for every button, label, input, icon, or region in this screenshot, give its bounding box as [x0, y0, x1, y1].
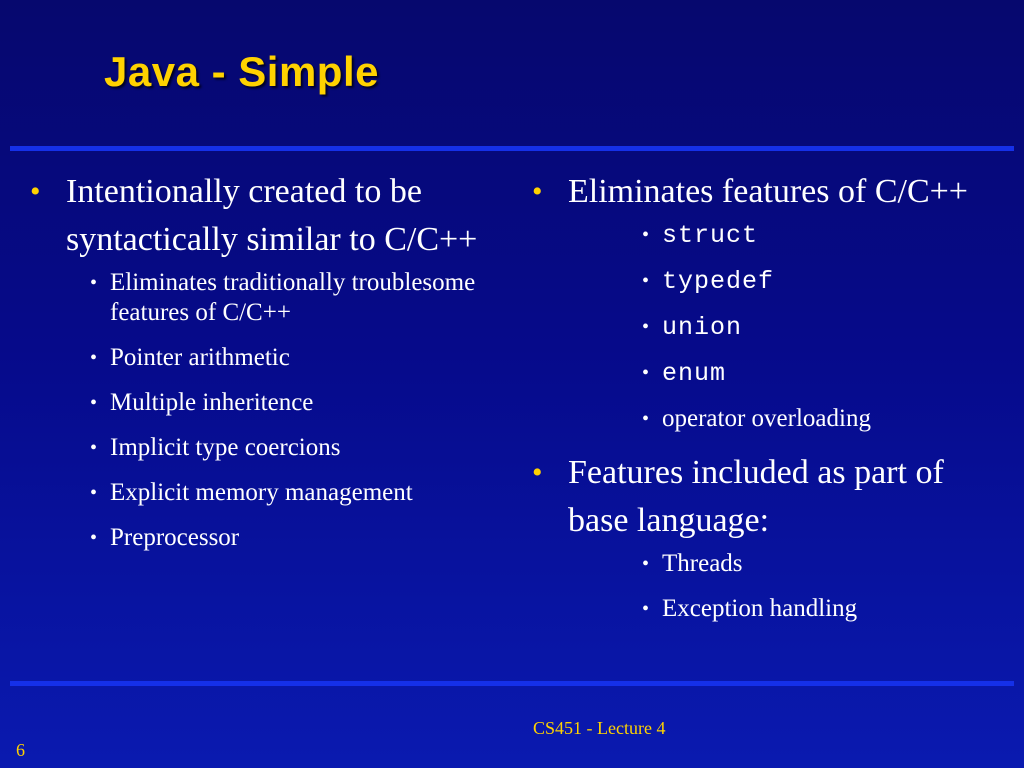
code-keyword: enum [662, 359, 727, 388]
right-column [532, 168, 1012, 639]
sub-bullet-item [80, 523, 510, 553]
sub-bullet-item [632, 358, 1012, 389]
bullet-text: Features included as part of base language: [568, 454, 944, 539]
sub-bullet-icon: • [90, 392, 98, 414]
sub-bullet-item [632, 549, 1012, 579]
sub-bullet-icon: • [642, 553, 650, 575]
sub-bullet-text: Multiple inheritence [110, 389, 314, 416]
top-divider [10, 146, 1014, 151]
bullet-item [532, 168, 1012, 434]
code-keyword: union [662, 313, 743, 342]
sub-bullet-item [80, 268, 510, 328]
sub-bullet-item [632, 220, 1012, 251]
bullet-text: Intentionally created to be syntactically similar to C/C++ [66, 173, 478, 258]
sub-bullet-icon: • [90, 437, 98, 459]
footer-text: CS451 - Lecture 4 [533, 718, 666, 738]
bullet-text: Eliminates features of C/C++ [568, 173, 968, 210]
bullet-item [532, 449, 1012, 624]
sub-bullet-text: Eliminates traditionally troublesome features of C/C++ [110, 269, 476, 326]
sub-bullet-text: Threads [662, 550, 743, 577]
sub-bullet-icon: • [642, 316, 650, 338]
sub-bullet-icon: • [642, 408, 650, 430]
sub-bullet-item [632, 266, 1012, 297]
sub-bullet-text: Explicit memory management [110, 479, 413, 506]
sub-bullet-icon: • [90, 272, 98, 294]
code-keyword: typedef [662, 267, 775, 296]
bullet-icon: • [532, 456, 543, 489]
sub-bullet-icon: • [90, 482, 98, 504]
sub-bullet-item [632, 404, 1012, 434]
bullet-icon: • [30, 175, 41, 208]
sub-bullet-text: Preprocessor [110, 524, 240, 551]
sub-bullet-item [80, 478, 510, 508]
sub-bullet-text: operator overloading [662, 405, 871, 432]
sub-bullet-item [632, 594, 1012, 624]
sub-bullet-icon: • [90, 527, 98, 549]
code-keyword: struct [662, 221, 759, 250]
bullet-icon: • [532, 175, 543, 208]
sub-bullet-icon: • [642, 598, 650, 620]
sub-bullet-item [632, 312, 1012, 343]
bottom-divider [10, 681, 1014, 686]
sub-bullet-text: Pointer arithmetic [110, 344, 290, 371]
sub-bullet-icon: • [90, 347, 98, 369]
sub-bullet-icon: • [642, 362, 650, 384]
sub-bullet-item [80, 388, 510, 418]
sub-bullet-item [80, 433, 510, 463]
sub-bullet-icon: • [642, 224, 650, 246]
sub-bullet-icon: • [642, 270, 650, 292]
sub-bullet-text: Exception handling [662, 595, 858, 622]
bullet-item [30, 168, 510, 553]
sub-bullet-text: Implicit type coercions [110, 434, 341, 461]
sub-bullet-item [80, 343, 510, 373]
slide-title: Java - Simple [104, 48, 379, 95]
page-number: 6 [16, 740, 25, 760]
left-column [30, 168, 510, 568]
